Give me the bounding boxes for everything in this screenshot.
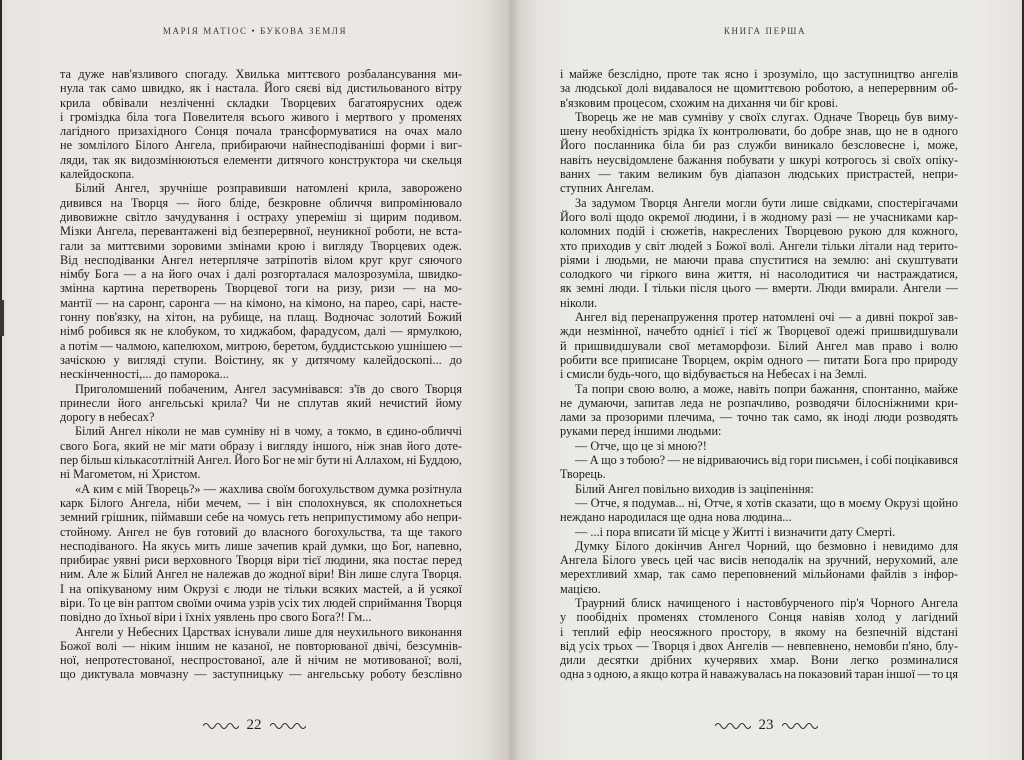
left-page-text xyxy=(60,67,462,682)
text-line: крила обвівали незліченні складки Творцевих багатоярусних одеж xyxy=(60,95,462,110)
text-line: й пришвидшували свої метаморфози. Білий Ангел мав право і волю xyxy=(560,338,958,353)
text-line: руками перед іншими людьми: xyxy=(560,424,722,439)
text-line: І на опікуваному ним Окрузі є люди не тільки всяких мастей, а й усякої xyxy=(60,581,462,596)
text-line: і майже безслідно, проте так ясно і зрозуміло, що заступництво ангелів xyxy=(560,67,958,81)
running-head-part: КНИГА ПЕРША xyxy=(723,26,807,36)
text-line: Думку Білого докінчив Ангел Чорний, що безмовно і невидимо для xyxy=(575,538,958,553)
text-line: лами за прозорими плечима, — точно так само, як іноді люди розводять xyxy=(560,410,958,425)
text-line: калейдоскопа. xyxy=(60,167,135,182)
text-line: дивовижне світло зачудування і остраху упереміш зі щирим подивом. xyxy=(60,209,462,224)
text-line: Ангел від перенапруження протер натомлені очі — а дивні покрої зав- xyxy=(575,310,958,325)
text-line: гали за миттєвими зоровими змінами крою і вигляду Творцевих одеж. xyxy=(60,238,462,253)
text-line: і смисли будь-чого, що відбувається на Небесах і на Землі. xyxy=(560,367,867,382)
text-line: Білий Ангел ніколи не мав сумніву ні в чому, а токмо, в єдино-обличчі xyxy=(75,424,462,439)
text-line: жди незмінної, начебто однієї і тієї ж Творцевої одежі пришвидшували xyxy=(560,324,958,339)
wave-icon xyxy=(782,721,818,729)
text-line: Ангели у Небесних Царствах існували лише для неухильного виконання xyxy=(75,624,462,639)
text-line: хто приходив у світ людей з Божої волі. Ангели тільки літали над терито- xyxy=(560,238,958,253)
text-line: у пообідніх променях стомленого Сонця навіяв холод у лагідний xyxy=(560,610,958,625)
wave-icon xyxy=(203,721,239,729)
text-line: від усіх трьох — Творця і двох Ангелів — невпевнено, немовби п'яно, блу- xyxy=(560,638,958,653)
right-page xyxy=(512,0,1024,760)
text-line: Його посланника біла би раз служби виникало безсловесне і, може, xyxy=(560,138,958,153)
text-line: пер більш кількасотлітній Ангел. Його Бог не міг бути ні Аллахом, ні Буддою, xyxy=(60,453,462,468)
text-line: земний грішник, піймавши себе на чомусь геть неприпустимому або непри- xyxy=(60,510,462,525)
text-line: мерехтливий хмар, так само переповнений мільйонами файлів з інфор- xyxy=(560,567,958,582)
text-line: стойному. Ангел не був готовий до власного богохульства, та ще такого xyxy=(60,524,462,539)
text-line: — Отче, що це зі мною?! xyxy=(575,438,707,453)
text-line: не зомлілого Білого Ангела, прибираючи найнесподіваніші форми і виг- xyxy=(60,138,462,153)
wave-icon xyxy=(270,721,306,729)
text-line: навіть неусвідомлене бажання побувати у шкурі котрогось зі своїх опіку- xyxy=(560,152,958,167)
text-line: в'язковим процесом, схожим на дихання чи біг крові. xyxy=(560,95,839,110)
text-line: Від несподіванки Ангел нетерпляче затріпотів вілом круг круг сяючого xyxy=(60,252,462,267)
text-line: та дуже нав'язливого спогаду. Хвилька миттєвого розбалансування ми- xyxy=(60,67,462,81)
text-line: карк Білого Ангела, ніби мечем, — і він сполохнувся, як сполохнеться xyxy=(60,495,462,510)
text-line: ляди, так як видозмінюються елементи дитячого конструктора чи скельця xyxy=(60,152,462,167)
text-line: неждано народилася ще одна нова людина... xyxy=(560,510,792,525)
text-line: нула так само швидко, як і настала. Його сяєві від дистильованого вітру xyxy=(60,81,462,96)
text-line: несподіваного. На якусь мить лише зачепив край думки, що Бог, напевно, xyxy=(60,538,462,553)
text-line: Ангела Білого увесь цей час висів неподалік на зручний, нерухомий, але xyxy=(560,553,958,568)
text-line: і теплий ефір неосяжного простору, в якому на безпечній відстані xyxy=(560,624,958,639)
text-line: віри. То це він раптом своїми очима узрів усіх тих людей сприймання Творця xyxy=(60,595,462,610)
text-line: одна з одною, а якщо котра й наважувалась на показовий таран іншої — то ця xyxy=(560,667,958,682)
text-line: Божої волі — ніким іншим не казаної, не повторюваної двічі, безсумнів- xyxy=(60,638,462,653)
running-head-author-title: МАРІЯ МАТІОС • БУКОВА ЗЕМЛЯ xyxy=(162,26,348,36)
text-line: ступних Ангелам. xyxy=(560,181,655,196)
text-line: Його волі щодо окремої людини, і в жодному разі — не учасниками кар- xyxy=(560,209,958,224)
text-line: і громіздка біла тога Повелителя всього живого і мертвого у променях xyxy=(60,109,462,124)
text-line: повідно до їхньої віри і їхніх уявлень про свого Бога?! Гм... xyxy=(60,610,372,625)
text-line: нескінченності,... до паморока... xyxy=(60,367,229,382)
text-line: Та попри свою волю, а може, навіть попри бажання, спонтанно, майже xyxy=(575,381,958,396)
text-line: — Отче, я подумав... ні, Отче, я хотів сказати, що в моєму Окрузі щойно xyxy=(575,495,958,510)
text-line: змінна картина перетворень Творцевої тоги на ризу, ризи — на мо- xyxy=(60,281,462,296)
page-footer xyxy=(691,714,841,736)
text-line: дорогу в небесах? xyxy=(60,410,155,425)
page-number: 23 xyxy=(758,717,774,733)
text-line: зачіскою у вигляді ступи. Воістину, як у дитячому калейдоскопі... до xyxy=(60,352,462,367)
text-line: лагідного призахідного Сонця почала трансформуватися на очах мало xyxy=(60,124,462,139)
text-line: а потім — чалмою, капелюхом, митрою, беретом, буддистською ушнішею — xyxy=(60,338,462,353)
text-line: Білий Ангел повільно виходив із заціпеніння: xyxy=(575,481,814,496)
text-line: прибирає уявні риси верховного Творця віри тієї людини, яка постає перед xyxy=(60,553,462,568)
text-line: Білий Ангел, зручніше розправивши натомлені крила, заворожено xyxy=(75,181,462,196)
text-line: робити все приписане Творцем, окрім одного — питати Бога про природу xyxy=(560,352,958,367)
text-line: ні Магометом, ні Христом. xyxy=(60,467,201,482)
text-line: Приголомшений побаченим, Ангел засумнівався: з'їв до свого Творця xyxy=(75,381,462,396)
text-line: дили десятки дрібних кучерявих хмар. Вони легко розминалися xyxy=(560,653,958,668)
text-line: німб робився як не клобуком, то хиджабом, фарадусом, далі — ярмулкою, xyxy=(60,324,462,339)
text-line: ним. Але ж Білий Ангел не належав до жодної віри! Він лише слуга Творця. xyxy=(60,567,462,582)
text-line: що диктувала мовчазну — заступницьку — ангельську роботу безслівно xyxy=(60,667,462,682)
text-line: Траурний блиск начищеного і настовбурченого пір'я Чорного Ангела xyxy=(575,595,958,610)
text-line: німбу Бога — а на його очах і далі розгорталася малозрозуміла, швидко- xyxy=(60,267,462,282)
text-line: солодкого чи гіркого вина життя, ні насолодитися чи настраждатися, xyxy=(560,267,958,282)
text-line: ваних — таким великим був діапазон людських пристрастей, непри- xyxy=(560,167,958,182)
text-line: не думаючи, запитав леда не розпачливо, розводячи білосніжними кри- xyxy=(560,395,958,410)
text-line: шену необхідність зрідка їх контролювати, бо добре знав, що не в одного xyxy=(560,124,958,139)
page-number: 22 xyxy=(246,717,262,733)
text-line: ної, непротестованої, неспростованої, але й нічим не мотивованої; волі, xyxy=(60,653,462,668)
text-line: за людської долі видавалося не щомиттєвою роботою, а неперервним об- xyxy=(560,81,958,96)
text-line: дивився на Творця — його бліде, безкровне обличчя випромінювало xyxy=(60,195,462,210)
text-line: — ...і пора вписати їй місце у Житті і визначити дату Смерті. xyxy=(575,524,896,539)
page-footer xyxy=(179,714,329,736)
text-line: — А що з тобою? — не відриваючись від гори письмен, і собі поцікавився xyxy=(575,453,958,468)
right-page-text xyxy=(560,67,958,682)
text-line: коломних подій і сюжетів, накреслених Творцевою рукою для кожного, xyxy=(560,224,958,239)
text-line: За задумом Творця Ангели могли бути лише свідками, спостерігачами xyxy=(575,195,958,210)
text-line: як земні люди. І тільки після цього — вмерти. Люди вмирали. Ангели — xyxy=(560,281,958,296)
text-line: Творець. xyxy=(560,467,606,482)
text-line: Мізки Ангела, перевантажені від безперервної, неуникної роботи, не вста- xyxy=(60,224,462,239)
text-line: мантії — на саронг, саронга — на кімоно, на кімоно, на парео, сарі, насте- xyxy=(60,295,462,310)
text-line: ніколи. xyxy=(560,295,598,310)
book-edge xyxy=(0,0,2,760)
text-line: ріями і людьми, не маючи права спуститися на землю: ані скуштувати xyxy=(560,252,958,267)
text-line: гонну пов'язку, на хітон, на рубище, на плащ. Водночас золотий Божий xyxy=(60,310,462,325)
text-line: Творець же не мав сумніву у своїх слугах. Одначе Творець був виму- xyxy=(575,109,958,124)
page-edge-mark xyxy=(0,300,4,336)
text-line: «А ким є мій Творець?» — жахлива своїм богохульством думка розітнула xyxy=(75,481,462,496)
text-line: мацією. xyxy=(560,581,601,596)
wave-icon xyxy=(715,721,751,729)
text-line: свого Бога, який не міг мати образу і вигляду іншого, ніж знав його доте- xyxy=(60,438,462,453)
text-line: принесли його ангельські крила? Чи не сплутав який нечистий йому xyxy=(60,395,462,410)
